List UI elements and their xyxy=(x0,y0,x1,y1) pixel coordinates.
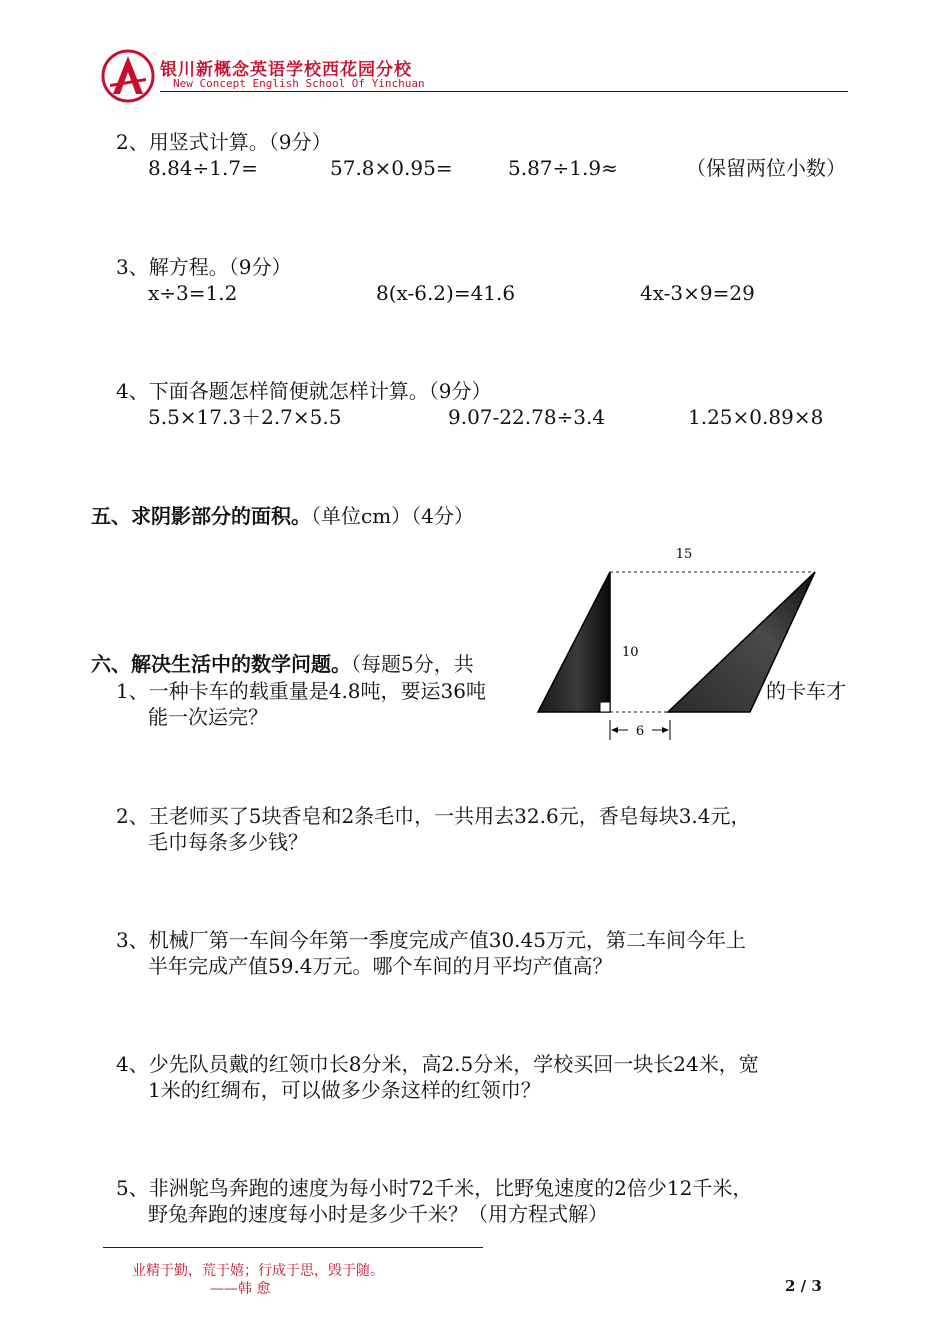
header-rule xyxy=(160,91,848,92)
q4-item-2: 9.07-22.78÷3.4 xyxy=(448,405,606,429)
footer-quote: 业精于勤，荒于嬉；行成于思，毁于随。 xyxy=(132,1263,384,1279)
section5-title-note: （单位cm）（4分） xyxy=(311,504,474,528)
problem-1-line2: 能一次运完？ xyxy=(148,705,268,729)
problem-1-line1b: 的卡车才 xyxy=(766,679,846,703)
school-name-en: New Concept English School Of Yinchuan xyxy=(173,77,425,90)
footer-author: ——韩 愈 xyxy=(210,1281,271,1297)
problem-4-line1: 4、少先队员戴的红领巾长8分米，高2.5分米，学校买回一块长24米，宽 xyxy=(116,1052,759,1076)
section6-title-main: 六、解决生活中的数学问题。 xyxy=(91,652,351,676)
right-angle-mark xyxy=(600,702,610,712)
section6-title-note: （每题5分，共 xyxy=(351,652,474,676)
page-number: 2 / 3 xyxy=(785,1277,822,1295)
dimension-arrowhead-right xyxy=(662,727,669,733)
q2-item-3: 5.87÷1.9≈ xyxy=(508,156,618,180)
dimension-arrowhead-left xyxy=(611,727,618,733)
school-logo xyxy=(100,48,156,104)
q4-title: 4、下面各题怎样简便就怎样计算。（9分） xyxy=(116,379,492,403)
section5-title-main: 五、求阴影部分的面积。 xyxy=(91,504,311,528)
problem-4-line2: 1米的红绸布，可以做多少条这样的红领巾？ xyxy=(148,1078,541,1102)
left-shaded-triangle xyxy=(538,572,610,712)
problem-5-line1: 5、非洲鸵鸟奔跑的速度为每小时72千米，比野兔速度的2倍少12千米， xyxy=(116,1176,753,1200)
right-shaded-triangle xyxy=(668,572,815,712)
q3-item-1: x÷3=1.2 xyxy=(148,281,238,305)
shaded-area-figure xyxy=(530,540,830,750)
q2-item-2: 57.8×0.95= xyxy=(330,156,453,180)
q2-title: 2、用竖式计算。（9分） xyxy=(116,130,332,154)
q2-item-1: 8.84÷1.7= xyxy=(148,156,258,180)
section5-title xyxy=(91,503,474,529)
q3-item-2: 8(x-6.2)=41.6 xyxy=(376,281,516,305)
section6-title xyxy=(91,651,474,677)
q4-item-1: 5.5×17.3＋2.7×5.5 xyxy=(148,405,342,429)
problem-2-line2: 毛巾每条多少钱？ xyxy=(148,830,308,854)
q4-item-3: 1.25×0.89×8 xyxy=(688,405,824,429)
problem-2-line1: 2、王老师买了5块香皂和2条毛巾，一共用去32.6元，香皂每块3.4元， xyxy=(116,804,751,828)
q3-title: 3、解方程。（9分） xyxy=(116,255,292,279)
problem-5-line2: 野兔奔跑的速度每小时是多少千米？（用方程式解） xyxy=(148,1202,608,1226)
footer-rule xyxy=(103,1247,483,1248)
problem-3-line2: 半年完成产值59.4万元。哪个车间的月平均产值高？ xyxy=(148,954,613,978)
figure-label-height: 10 xyxy=(622,645,639,660)
figure-label-bottom: 6 xyxy=(635,724,645,739)
q3-item-3: 4x-3×9=29 xyxy=(640,281,755,305)
school-logo-icon xyxy=(100,48,156,104)
q2-note: （保留两位小数） xyxy=(686,156,846,180)
school-name-cn: 银川新概念英语学校西花园分校 xyxy=(160,60,412,80)
problem-1-line1a: 1、一种卡车的载重量是4.8吨，要运36吨 xyxy=(116,679,486,703)
problem-3-line1: 3、机械厂第一车间今年第一季度完成产值30.45万元，第二车间今年上 xyxy=(116,928,746,952)
figure-label-top: 15 xyxy=(675,547,693,562)
